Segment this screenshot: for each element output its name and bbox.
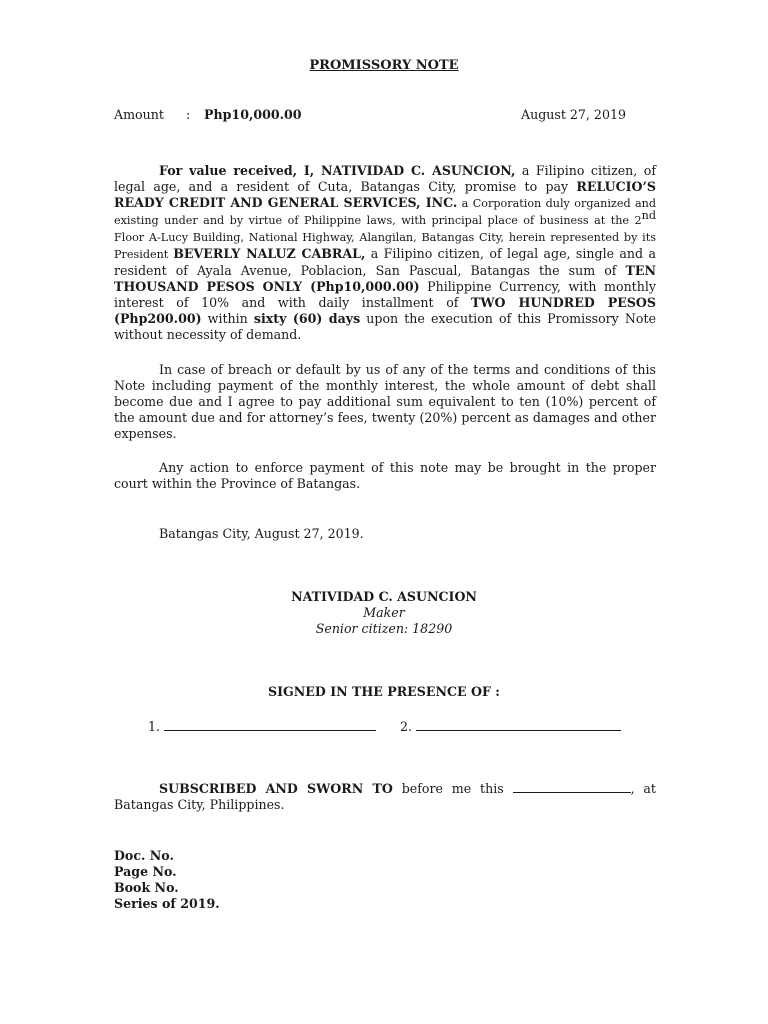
term-days: sixty (60) days <box>253 311 361 326</box>
amount-label: Amount <box>114 107 164 122</box>
debtor-intro: For value received, I, NATIVIDAD C. ASUNCION, <box>159 163 516 178</box>
amount-row <box>114 107 656 122</box>
within-text: within <box>201 311 254 326</box>
paragraph-default <box>114 362 656 442</box>
paragraph-promise <box>114 163 656 343</box>
amount-value: Php10,000.00 <box>204 107 302 122</box>
creditor-details: a Corporation duly organized and existing under and by virtue of Philippine laws, with principal place of business at the 2 <box>114 197 656 227</box>
maker-block <box>0 589 768 637</box>
default-text: In case of breach or default by us of any of the terms and conditions of this Note including payment of the monthly interest, the whole amount of debt shall become due and I agree to pay additional sum equivalent to ten (10%) percent of the amount due and for attorney’s fees, twenty (20%) percent as damages and other expenses. <box>114 362 656 441</box>
venue-text: Any action to enforce payment of this note may be brought in the proper court within the Province of Batangas. <box>114 460 656 491</box>
amount-colon: : <box>186 107 191 122</box>
notarial-register <box>114 848 220 912</box>
floor-ordinal: nd <box>641 208 656 222</box>
creditor-address: Floor A-Lucy Building, National Highway, Alangilan, Batangas City, herein represented by its President <box>114 231 656 261</box>
paragraph-venue <box>114 460 656 492</box>
witness-2 <box>400 717 621 734</box>
creditor-name: RELUCIO’S READY CREDIT AND GENERAL SERVICES, INC. <box>114 179 656 210</box>
maker-senior-id: Senior citizen: 18290 <box>315 621 453 636</box>
series: Series of 2019. <box>114 896 220 911</box>
witness-1-label: 1. <box>148 719 161 734</box>
principal-amount: TEN THOUSAND PESOS ONLY (Php10,000.00) <box>114 263 656 294</box>
note-date: August 27, 2019 <box>521 107 626 122</box>
president-details: a Filipino citizen, of legal age, single and a resident of Ayala Avenue, Poblacion, San Pascual, Batangas the sum of <box>114 246 656 278</box>
witness-2-signature-line <box>416 717 621 731</box>
page-no: Page No. <box>114 864 177 879</box>
closing-terms: upon the execution of this Promissory Note without necessity of demand. <box>114 311 656 342</box>
book-no: Book No. <box>114 880 179 895</box>
paragraph-jurat <box>114 780 656 813</box>
jurat-date-blank <box>513 780 631 793</box>
maker-name: NATIVIDAD C. ASUNCION <box>291 589 477 604</box>
jurat-heading: SUBSCRIBED AND SWORN TO <box>159 781 393 796</box>
witness-heading: SIGNED IN THE PRESENCE OF : <box>268 684 500 699</box>
installment-amount: TWO HUNDRED PESOS (Php200.00) <box>114 295 656 326</box>
jurat-text: before me this <box>392 781 513 796</box>
witness-1-signature-line <box>164 717 376 731</box>
witness-1 <box>148 717 376 734</box>
interest-terms: Philippine Currency, with monthly interest of 10% and with daily installment of <box>114 279 656 310</box>
document-title: PROMISSORY NOTE <box>309 58 459 73</box>
president-name: BEVERLY NALUZ CABRAL, <box>173 246 366 261</box>
doc-no: Doc. No. <box>114 848 174 863</box>
place-date: Batangas City, August 27, 2019. <box>159 526 364 541</box>
jurat-place: , at Batangas City, Philippines. <box>114 781 656 812</box>
maker-role: Maker <box>363 605 405 620</box>
debtor-details: a Filipino citizen, of legal age, and a resident of Cuta, Batangas City, promise to pay <box>114 163 656 194</box>
witness-2-label: 2. <box>400 719 413 734</box>
